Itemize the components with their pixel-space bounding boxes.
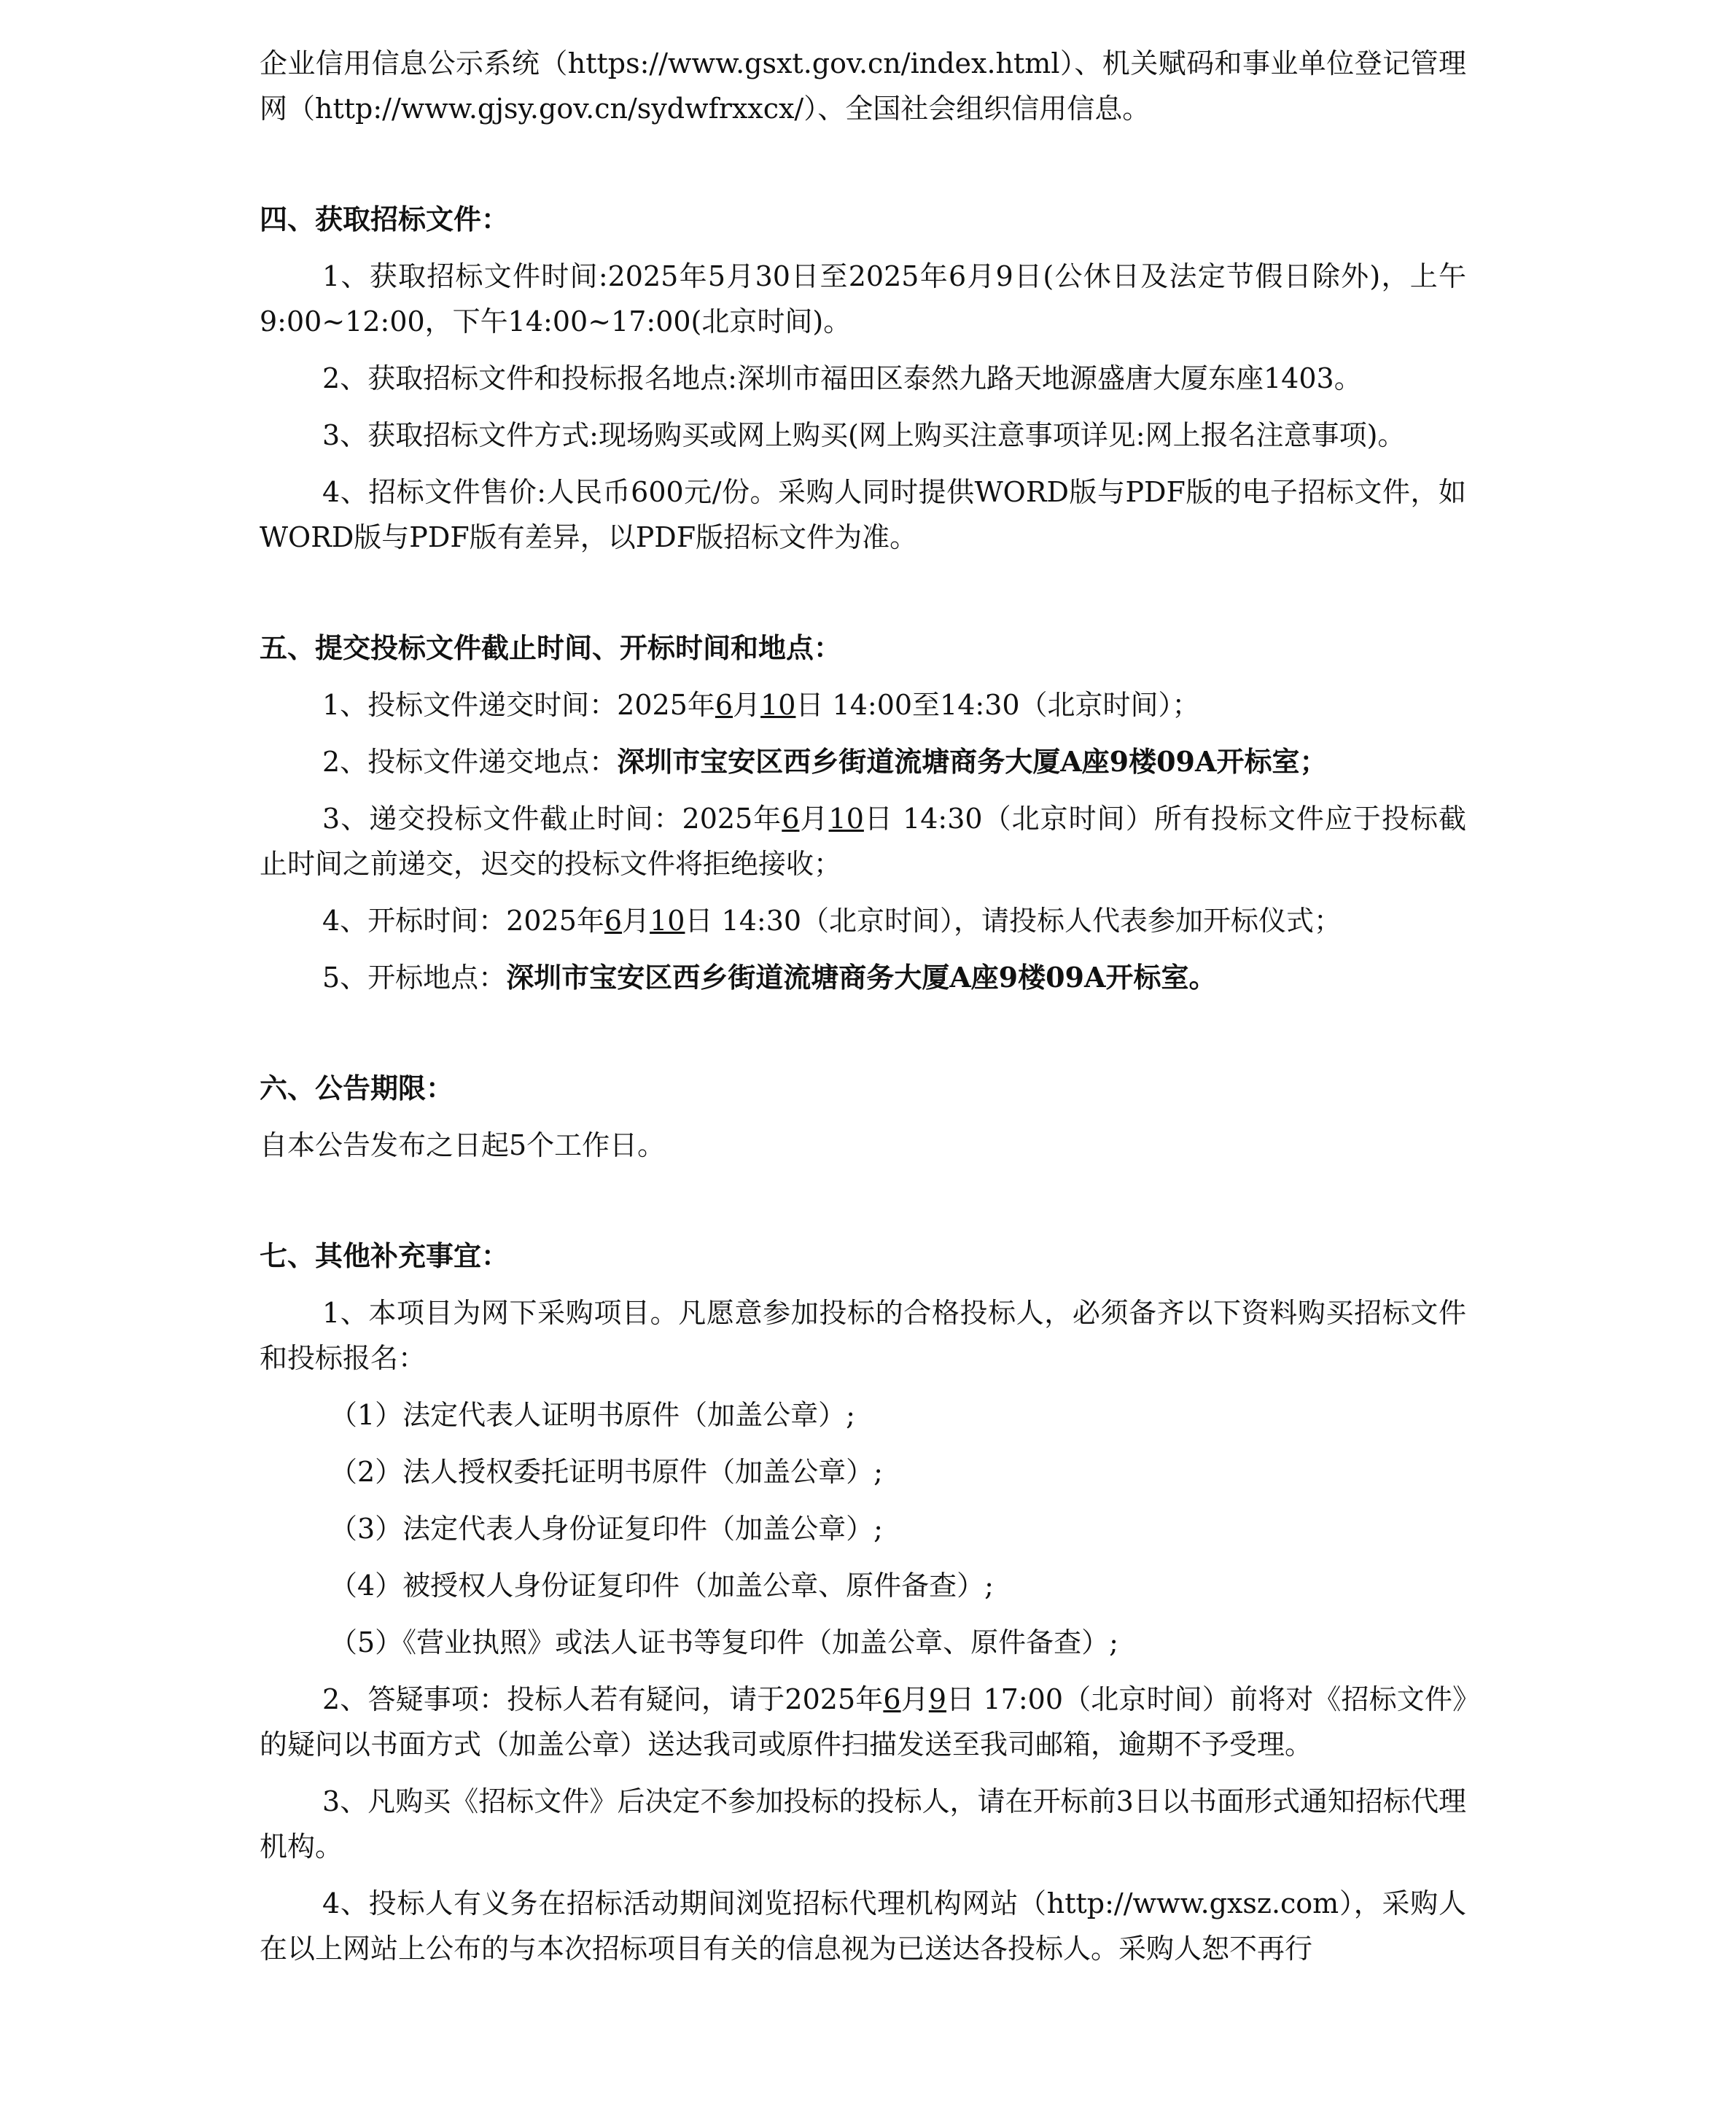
section-4-heading: 四、获取招标文件：: [260, 203, 510, 235]
section-7-item-4: 4、投标人有义务在招标活动期间浏览招标代理机构网站（http://www.gxsz.com），采购人在以上网站上公布的与本次招标项目有关的信息视为已送达各投标人。采购人恕不再行: [260, 1887, 1466, 1965]
section-5-heading: 五、提交投标文件截止时间、开标时间和地点：: [260, 631, 842, 664]
month-underlined: 6: [782, 803, 800, 835]
day-underlined: 9: [928, 1683, 947, 1715]
month-underlined: 6: [715, 689, 733, 721]
required-document-5: （5）《营业执照》或法人证书等复印件（加盖公章、原件备查）;: [330, 1626, 1118, 1658]
section-6-heading: 六、公告期限：: [260, 1072, 454, 1104]
section-5-item-3: 3、递交投标文件截止时间：2025年6月10日 14:30（北京时间）所有投标文件应于投标截止时间之前递交，迟交的投标文件将拒绝接收；: [260, 803, 1466, 880]
section-4-item-2: 2、获取招标文件和投标报名地点:深圳市福田区泰然九路天地源盛唐大厦东座1403。: [322, 362, 1362, 394]
day-underlined: 10: [760, 689, 796, 721]
section-4-item-4: 4、招标文件售价:人民币600元/份。采购人同时提供WORD版与PDF版的电子招标文件，如WORD版与PDF版有差异，以PDF版招标文件为准。: [260, 476, 1466, 553]
section-7-item-1: 1、本项目为网下采购项目。凡愿意参加投标的合格投标人，必须备齐以下资料购买招标文件和投标报名：: [260, 1297, 1466, 1374]
day-underlined: 10: [650, 905, 685, 937]
section-5-item-4: 4、开标时间：2025年6月10日 14:30（北京时间），请投标人代表参加开标仪式；: [322, 905, 1342, 937]
section-5-item-5: 5、开标地点：深圳市宝安区西乡街道流塘商务大厦A座9楼09A开标室。: [322, 961, 1217, 994]
bid-opening-location: 深圳市宝安区西乡街道流塘商务大厦A座9楼09A开标室。: [506, 961, 1217, 994]
bid-submission-location: 深圳市宝安区西乡街道流塘商务大厦A座9楼09A开标室；: [617, 745, 1328, 778]
required-document-2: （2）法人授权委托证明书原件（加盖公章）;: [330, 1456, 883, 1488]
section-5-item-2: 2、投标文件递交地点：深圳市宝安区西乡街道流塘商务大厦A座9楼09A开标室；: [322, 745, 1328, 778]
section-7-item-3: 3、凡购买《招标文件》后决定不参加投标的投标人，请在开标前3日以书面形式通知招标代理机构。: [260, 1785, 1466, 1863]
month-underlined: 6: [604, 905, 623, 937]
day-underlined: 10: [828, 803, 864, 835]
section-7-item-2: 2、答疑事项：投标人若有疑问，请于2025年6月9日 17:00（北京时间）前将对《招标文件》的疑问以书面方式（加盖公章）送达我司或原件扫描发送至我司邮箱，逾期不予受理。: [260, 1683, 1466, 1761]
section-4-item-1: 1、获取招标文件时间:2025年5月30日至2025年6月9日(公休日及法定节假日除外)，上午9:00~12:00，下午14:00~17:00(北京时间)。: [260, 260, 1466, 338]
intro-paragraph: 企业信用信息公示系统（https://www.gsxt.gov.cn/index.html）、机关赋码和事业单位登记管理网（http://www.gjsy.gov.cn/sydwfrxxcx/）、全国社会组织信用信息。: [260, 47, 1466, 125]
required-document-1: （1）法定代表人证明书原件（加盖公章）;: [330, 1399, 855, 1431]
section-6-text: 自本公告发布之日起5个工作日。: [260, 1129, 666, 1161]
section-4-item-3: 3、获取招标文件方式:现场购买或网上购买(网上购买注意事项详见:网上报名注意事项)。: [322, 419, 1406, 451]
section-5-item-1: 1、投标文件递交时间：2025年6月10日 14:00至14:30（北京时间）；: [322, 689, 1200, 721]
required-document-4: （4）被授权人身份证复印件（加盖公章、原件备查）;: [330, 1570, 994, 1602]
document-body: [260, 41, 1466, 1983]
required-document-3: （3）法定代表人身份证复印件（加盖公章）;: [330, 1513, 883, 1545]
month-underlined: 6: [883, 1683, 901, 1715]
section-7-heading: 七、其他补充事宜：: [260, 1239, 510, 1272]
